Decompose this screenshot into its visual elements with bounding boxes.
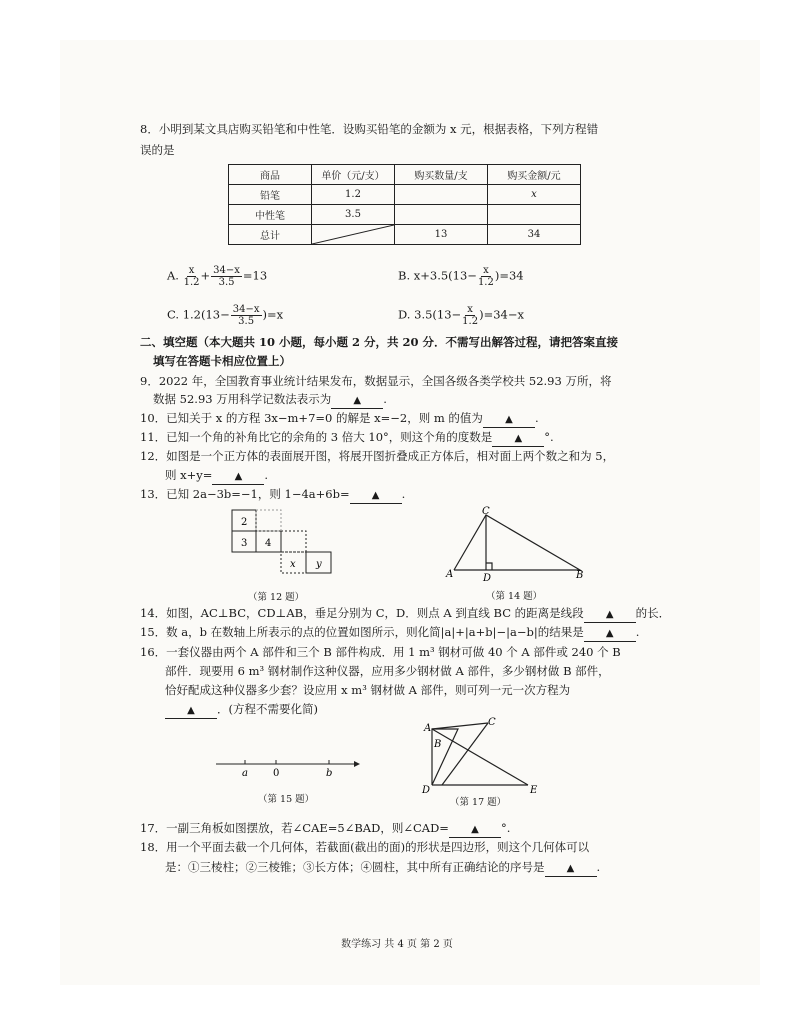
table-cell: [395, 185, 488, 205]
fig12-caption: （第 12 题）: [248, 592, 305, 603]
vertex-label: A: [446, 569, 454, 580]
fig17-caption: （第 17 题）: [450, 797, 507, 808]
q18-line1: 18．用一个平面去截一个几何体，若截面(截出的面)的形状是四边形，则这个几何体可以: [140, 840, 590, 854]
answer-blank: ▲: [545, 860, 597, 877]
q16-line1: 16．一套仪器由两个 A 部件和三个 B 部件构成．用 1 m³ 钢材可做 40 个 A 部件或 240 个 B: [140, 645, 621, 659]
q16-line4: ▲ ．(方程不需要化简): [165, 702, 318, 719]
q17: 17．一副三角板如图摆放，若∠CAE=5∠BAD，则∠CAD= ▲ °.: [140, 821, 510, 838]
axis-label: b: [326, 768, 333, 779]
q8-option-c: C. 1.2(13− $\frac{34-x}{3.5}$ )=x: [167, 304, 284, 327]
table-cell: [395, 205, 488, 225]
fig15-caption: （第 15 题）: [258, 794, 315, 805]
vertex-label: D: [483, 573, 492, 584]
q12-line2: 则 x+y= ▲ .: [165, 468, 268, 485]
table-header: 单价（元/支）: [312, 165, 395, 185]
table-header: 商品: [229, 165, 312, 185]
table-header: 购买数量/支: [395, 165, 488, 185]
vertex-label: B: [576, 570, 584, 581]
answer-blank: ▲: [483, 411, 535, 428]
net-cell: 4: [265, 538, 272, 549]
vertex-label: E: [530, 785, 538, 795]
axis-label: a: [242, 768, 248, 779]
q8-line1: 8．小明到某文具店购买铅笔和中性笔．设购买铅笔的金额为 x 元，根据表格，下列方程错: [140, 122, 599, 136]
fig15-number-line: [212, 752, 362, 782]
q13: 13．已知 2a−3b=−1，则 1−4a+6b= ▲ .: [140, 487, 405, 504]
fig14-triangle: [440, 505, 600, 585]
answer-blank: ▲: [350, 487, 402, 504]
page-footer: 数学练习 共 4 页 第 2 页: [341, 939, 453, 950]
vertex-label: D: [422, 785, 431, 795]
net-cell: 3: [241, 538, 248, 549]
q10: 10．已知关于 x 的方程 3x−m+7=0 的解是 x=−2，则 m 的值为 ▲ .: [140, 411, 539, 428]
table-cell: 中性笔: [229, 205, 312, 225]
table-cell: 总计: [229, 225, 312, 245]
net-cell: x: [290, 559, 296, 570]
q8-option-d: D. 3.5(13− $\frac{x}{1.2}$ )=34−x: [398, 304, 524, 327]
table-cell: x: [488, 185, 581, 205]
q16-line2: 部件．现要用 6 m³ 钢材制作这种仪器，应用多少钢材做 A 部件，多少钢材做 B 部件，: [165, 664, 610, 678]
table-cell: 34: [488, 225, 581, 245]
table-cell: [488, 205, 581, 225]
answer-blank: ▲: [449, 821, 501, 838]
q8-table: [228, 164, 581, 245]
section2-line1: 二、填空题（本大题共 10 小题，每小题 2 分，共 20 分．不需写出解答过程，请把答案直接: [140, 335, 619, 349]
answer-blank: ▲: [165, 702, 217, 719]
q8-option-b: B. x+3.5(13− $\frac{x}{1.2}$ )=34: [398, 265, 524, 288]
table-cell: 铅笔: [229, 185, 312, 205]
q12-line1: 12．如图是一个正方体的表面展开图，将展开图折叠成正方体后，相对面上两个数之和为 5，: [140, 449, 615, 463]
q16-line3: 恰好配成这种仪器多少套？设应用 x m³ 钢材做 A 部件，则可列一元一次方程为: [165, 683, 571, 697]
q15: 15．数 a，b 在数轴上所表示的点的位置如图所示，则化简|a|+|a+b|−|a−b|的结果是 ▲ .: [140, 625, 639, 642]
net-cell: y: [316, 559, 322, 570]
table-cell-diagonal: [312, 225, 395, 245]
axis-label: 0: [273, 768, 280, 779]
vertex-label: C: [482, 506, 490, 517]
q9-line2: 数据 52.93 万用科学记数法表示为 ▲ .: [153, 392, 387, 409]
answer-blank: ▲: [492, 430, 544, 447]
fig14-caption: （第 14 题）: [486, 591, 543, 602]
table-cell: 13: [395, 225, 488, 245]
net-cell: 2: [241, 517, 248, 528]
answer-blank: ▲: [584, 625, 636, 642]
answer-blank: ▲: [331, 392, 383, 409]
table-cell: 3.5: [312, 205, 395, 225]
table-header: 购买金额/元: [488, 165, 581, 185]
answer-blank: ▲: [584, 606, 636, 623]
diagonal-line: [312, 225, 394, 244]
q8-option-a: A. $\frac{x}{1.2}$ + $\frac{34-x}{3.5}$ =13: [167, 265, 268, 288]
q8-line2: 误的是: [140, 143, 175, 157]
vertex-label: B: [434, 739, 442, 750]
answer-blank: ▲: [212, 468, 264, 485]
section2-line2: 填写在答题卡相应位置上）: [153, 354, 291, 368]
vertex-label: C: [488, 717, 496, 728]
q9-line1: 9．2022 年，全国教育事业统计结果发布，数据显示，全国各级各类学校共 52.93 万所，将: [140, 374, 612, 388]
q14: 14．如图，AC⊥BC，CD⊥AB，垂足分别为 C，D．则点 A 到直线 BC 的距离是线段 ▲ 的长．: [140, 606, 670, 623]
vertex-label: A: [424, 723, 432, 734]
fig12-cube-net: [228, 508, 348, 586]
q18-line2: 是：①三棱柱；②三棱锥；③长方体；④圆柱，其中所有正确结论的序号是 ▲ .: [165, 860, 600, 877]
fig17-set-squares: [418, 715, 548, 795]
q11: 11．已知一个角的补角比它的余角的 3 倍大 10°，则这个角的度数是 ▲ °.: [140, 430, 554, 447]
table-cell: 1.2: [312, 185, 395, 205]
